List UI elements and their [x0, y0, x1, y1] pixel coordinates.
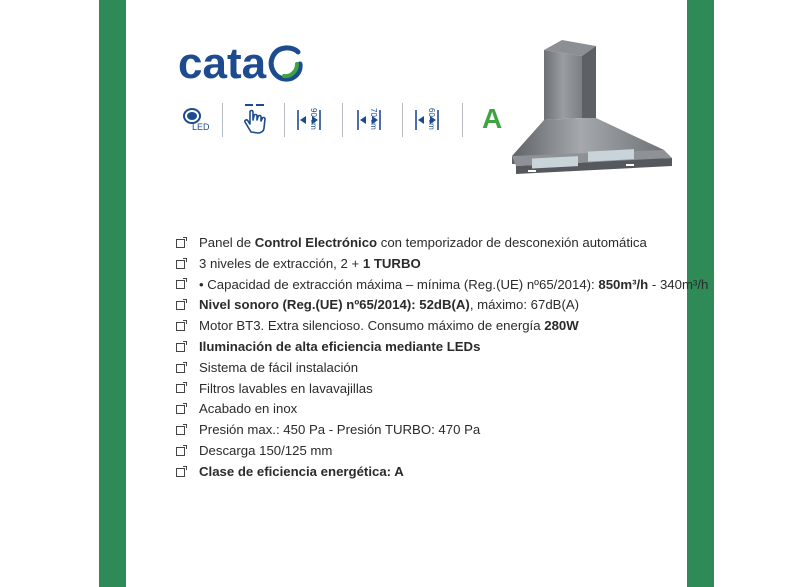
feature-text [199, 254, 421, 275]
feature-icons-row [178, 100, 518, 140]
brand-name: cata [178, 39, 267, 88]
feature-text-part: 3 niveles de extracción, 2 + [199, 255, 363, 271]
cata-swirl-icon [268, 44, 304, 84]
checkbox-bullet-icon [176, 364, 185, 373]
feature-text-part: - 340m³/h [648, 276, 709, 292]
checkbox-bullet-icon [176, 468, 185, 477]
feature-item [176, 399, 676, 420]
feature-text-part: Control Electrónico [254, 235, 378, 250]
checkbox-bullet-icon [176, 405, 185, 414]
feature-text-part: , máximo: 67dB(A) [469, 297, 580, 313]
led-label: LED [192, 122, 210, 132]
feature-text-part: Panel de [199, 235, 255, 250]
feature-text [199, 358, 358, 379]
feature-text-part: Presión max.: 450 Pa - Presión TURBO: 470 Pa [199, 422, 481, 438]
feature-text [199, 462, 404, 483]
energy-class-letter: A [482, 103, 503, 134]
feature-text-part: Clase de eficiencia energética: A [199, 463, 404, 479]
width-70-label: 70 cm [369, 108, 378, 130]
checkbox-bullet-icon [176, 426, 185, 435]
feature-item [176, 358, 676, 379]
checkbox-bullet-icon [176, 384, 185, 393]
feature-text-part: • Capacidad de extracción máxima – mínima (Reg.(UE) nº65/2014): [199, 276, 599, 292]
width-90-label: 90 cm [309, 108, 318, 130]
feature-text [199, 233, 647, 254]
feature-item [176, 420, 676, 441]
feature-text [199, 316, 579, 337]
feature-item [176, 275, 709, 296]
checkbox-bullet-icon [176, 447, 185, 456]
feature-text-part: Descarga 150/125 mm [199, 442, 333, 458]
feature-item [176, 316, 676, 337]
feature-item [176, 295, 676, 316]
feature-item [176, 233, 676, 254]
feature-text [199, 337, 480, 358]
icon-divider [222, 103, 223, 137]
feature-text [199, 379, 373, 400]
feature-item [176, 254, 676, 275]
feature-text-part: 850m³/h [598, 276, 649, 292]
feature-text-part: Sistema de fácil instalación [199, 359, 359, 375]
feature-text-part: Motor BT3. Extra silencioso. Consumo máximo de energía [199, 318, 545, 334]
feature-item [176, 441, 676, 462]
cooker-hood-image [504, 38, 676, 186]
width-60-label: 60 cm [427, 108, 436, 130]
feature-text [199, 441, 332, 462]
checkbox-bullet-icon [176, 322, 185, 331]
features-list [176, 233, 709, 483]
led-bulb-icon [178, 100, 210, 140]
feature-item [176, 337, 676, 358]
checkbox-bullet-icon [176, 239, 185, 248]
checkbox-bullet-icon [176, 343, 185, 352]
feature-text-part: 1 TURBO [362, 255, 421, 271]
touch-control-icon [238, 100, 272, 140]
feature-text-part: Nivel sonoro (Reg.(UE) nº65/2014): 52dB(A) [199, 297, 470, 313]
checkbox-bullet-icon [176, 301, 185, 310]
feature-text-part: 280W [544, 318, 579, 334]
icon-divider [342, 103, 343, 137]
feature-item [176, 462, 676, 483]
feature-text-part: Iluminación de alta eficiencia mediante LEDs [199, 338, 481, 354]
checkbox-bullet-icon [176, 260, 185, 269]
feature-text [199, 420, 480, 441]
feature-item [176, 379, 676, 400]
feature-text [199, 399, 297, 420]
cata-logo [178, 39, 304, 88]
left-green-stripe [99, 0, 126, 587]
feature-text-part: Filtros lavables en lavavajillas [199, 380, 373, 396]
icon-divider [462, 103, 463, 137]
icon-divider [402, 103, 403, 137]
feature-text [199, 295, 579, 316]
feature-text-part: Acabado en inox [199, 401, 298, 417]
icon-divider [284, 103, 285, 137]
feature-text [199, 275, 708, 296]
feature-text-part: con temporizador de desconexión automática [377, 235, 647, 250]
checkbox-bullet-icon [176, 280, 185, 289]
